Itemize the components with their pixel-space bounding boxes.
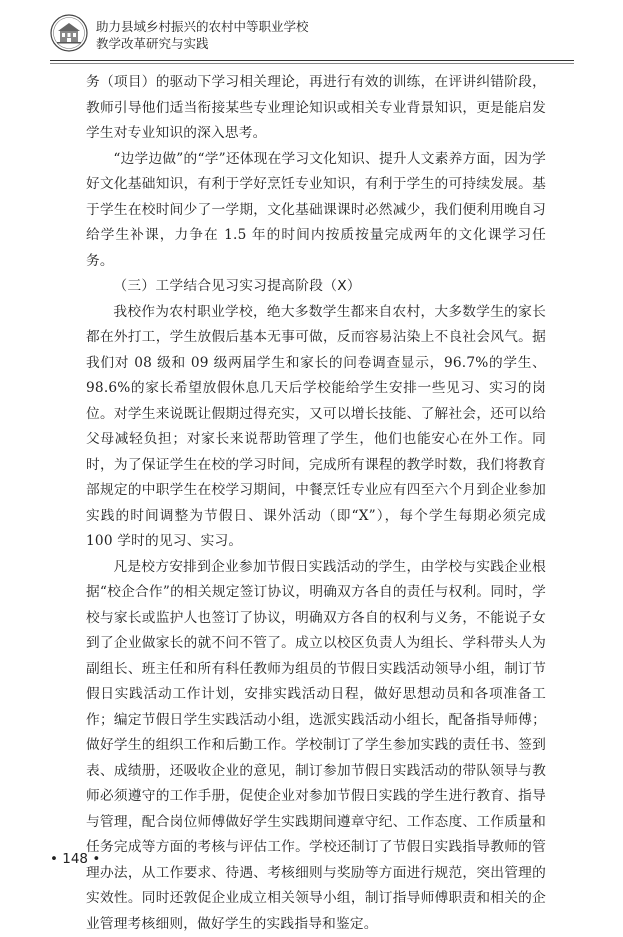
header-title-line-1: 助力县域乡村振兴的农村中等职业学校 <box>96 18 309 35</box>
paragraph: “边学边做”的“学”还体现在学习文化知识、提升人文素养方面，因为学好文化基础知识，有利于学好烹饪专业知识，有利于学生的可持续发展。基于学生在校时间少了一学期，文化基础课课时必然减少，我们便利用晚自习给学生补课，力争在 1.5 年的时间内按质按量完成两年的文化课学习任务。 <box>86 147 546 275</box>
body-text <box>86 70 546 937</box>
paragraph: 凡是校方安排到企业参加节假日实践活动的学生，由学校与实践企业根据“校企合作”的相关规定签订协议，明确双方各自的责任与权利。同时，学校与家长或监护人也签订了协议，明确双方各自的权利与义务，不能说子女到了企业做家长的就不问不管了。成立以校区负责人为组长、学科带头人为副组长、班主任和所有科任教师为组员的节假日实践活动领导小组，制订节假日实践活动工作计划，安排实践活动日程，做好思想动员和各项准备工作；编定节假日学生实践活动小组，选派实践活动小组长，配备指导师傅；做好学生的组织工作和后勤工作。学校制订了学生参加实践的责任书、签到表、成绩册，还吸收企业的意见，制订参加节假日实践活动的带队领导与教师必须遵守的工作手册，促使企业对参加节假日实践的学生进行教育、指导与管理，配合岗位师傅做好学生实践期间遵章守纪、工作态度、工作质量和任务完成等方面的考核与评估工作。学校还制订了节假日实践指导教师的管理办法，从工作要求、待遇、考核细则与奖励等方面进行规范，突出管理的实效性。同时还敦促企业成立相关领导小组，制订指导师傅职责和相关的企业管理考核细则，做好学生的实践指导和鉴定。 <box>86 555 546 937</box>
header-title-line-2: 教学改革研究与实践 <box>96 35 309 52</box>
running-header <box>50 14 580 58</box>
school-building-logo-icon <box>50 14 88 52</box>
header-divider-thin <box>50 63 574 64</box>
paragraph: 务（项目）的驱动下学习相关理论，再进行有效的训练，在评讲纠错阶段，教师引导他们适当衔接某些专业理论知识或相关专业背景知识，更是能启发学生对专业知识的深入思考。 <box>86 70 546 147</box>
section-heading: （三）工学结合见习实习提高阶段（X） <box>86 274 546 300</box>
header-divider <box>50 60 574 61</box>
paragraph: 我校作为农村职业学校，绝大多数学生都来自农村，大多数学生的家长都在外打工，学生放假后基本无事可做，反而容易沾染上不良社会风气。据我们对 08 级和 09 级两届学生和家长的问卷调查显示，96.7%的学生、98.6%的家长希望放假休息几天后学校能给学生安排一些见习、实习的岗位。对学生来说既让假期过得充实，又可以增长技能、了解社会，还可以给父母减轻负担；对家长来说帮助管理了学生，他们也能安心在外工作。同时，为了保证学生在校的学习时间，完成所有课程的教学时数，我们将教育部规定的中职学生在校学习期间，中餐烹饪专业应有四至六个月到企业参加实践的时间调整为节假日、课外活动（即“X”），每个学生每期必须完成 100 学时的见习、实习。 <box>86 300 546 555</box>
page-number: • 148 • <box>50 851 100 867</box>
